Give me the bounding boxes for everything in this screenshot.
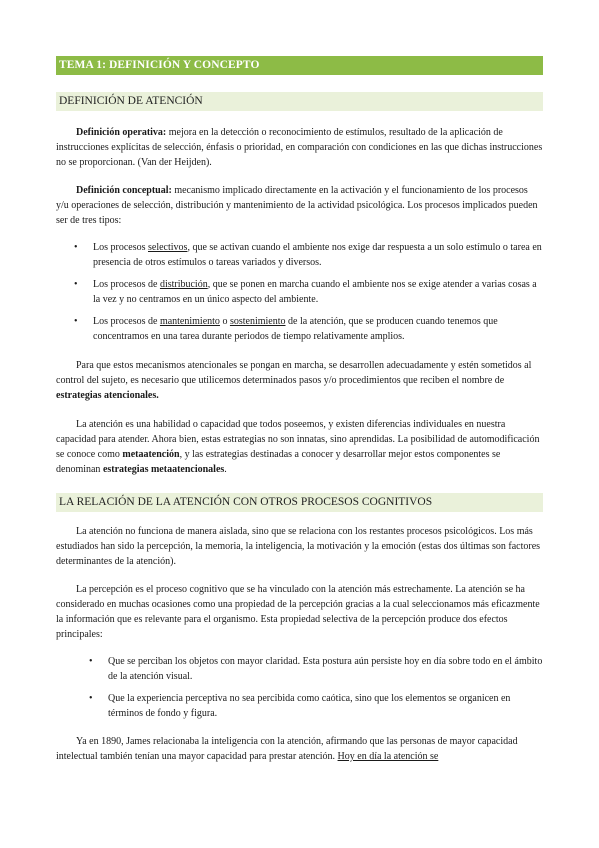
term-definicion-operativa: Definición operativa: [76, 127, 167, 138]
term-estrategias-metaatencionales: estrategias metaatencionales [102, 464, 225, 475]
process-types-list [56, 240, 543, 344]
paragraph-text: mecanismo implicado directamente en la activación y el funcionamiento de los procesos y/u operaciones de selección, distribución y mantenimiento de la actividad psicológica. Los procesos implicados pueden ser de tres tipos: [56, 185, 538, 226]
chapter-title: TEMA 1: DEFINICIÓN Y CONCEPTO [56, 56, 543, 75]
underlined-term: selectivos [148, 242, 188, 253]
bullet-icon: • [74, 279, 78, 290]
list-item: • Que se perciban los objetos con mayor claridad. Esta postura aún persiste hoy en día sobre todo en el ámbito de la atención visual. [89, 656, 543, 682]
bullet-icon: • [89, 693, 93, 704]
underlined-term: distribución [159, 279, 208, 290]
paragraph-relacion-procesos: La atención no funciona de manera aislada, sino que se relaciona con los restantes procesos psicológicos. Los más estudiados han sido la percepción, la memoria, la inteligencia, la motivación y la emoción (estas dos últimas son factores determinantes de la atención). [56, 526, 541, 567]
document-page [56, 56, 543, 764]
paragraph-james: Ya en 1890, James relacionaba la inteligencia con la atención, afirmando que las personas de mayor capacidad intelectual también tenían una mayor capacidad para prestar atención. Hoy en día la atención se [56, 736, 518, 762]
paragraph-metaatencion: La atención es una habilidad o capacidad que todos poseemos, y existen diferencias individuales en nuestra capacidad para atender. Ahora bien, estas estrategias no son innatas, sino aprendidas. La posibilidad de automodificación se conoce como metaatención, y las estrategias destinadas a conocer y desarrollar mejor estos componentes se denominan estrategias metaatencionales. [56, 419, 540, 475]
list-item: • Que la experiencia perceptiva no sea percibida como caótica, sino que los elementos se organicen en términos de fondo y figura. [89, 693, 511, 719]
term-definicion-conceptual: Definición conceptual: [76, 185, 172, 196]
effects-list [56, 654, 543, 721]
section-heading-relacion: LA RELACIÓN DE LA ATENCIÓN CON OTROS PROCESOS COGNITIVOS [56, 493, 543, 512]
list-item: • Los procesos selectivos, que se activan cuando el ambiente nos exige dar respuesta a un solo estímulo o tarea en presencia de otros estímulos o tareas variados y diversos. [74, 242, 542, 268]
bullet-icon: • [74, 316, 78, 327]
paragraph-definicion-conceptual [56, 183, 543, 228]
underlined-term: sostenimiento [229, 316, 286, 327]
paragraph-percepcion: La percepción es el proceso cognitivo que se ha vinculado con la atención más estrechamente. La atención se ha considerado en muchas ocasiones como una propiedad de la percepción gracias a la cual seleccionamos más eficazmente la información que es relevante para el organismo. Esta propiedad selectiva de la percepción produce dos efectos principales: [56, 584, 540, 640]
paragraph-estrategias: Para que estos mecanismos atencionales se pongan en marcha, se desarrollen adecuadamente y estén sometidos al control del sujeto, es necesario que utilicemos determinados pasos y/o procedimientos que reciben el nombre de estrategias atencionales. [56, 360, 532, 401]
paragraph-definicion-operativa [56, 125, 543, 170]
term-metaatencion: metaatención [122, 449, 180, 460]
underlined-text: Hoy en día la atención se [337, 751, 439, 762]
list-item: • Los procesos de mantenimiento o sostenimiento de la atención, que se producen cuando tenemos que concentramos en una tarea durante periodos de tiempo relativamente amplios. [74, 316, 498, 342]
bullet-icon: • [74, 242, 78, 253]
paragraph-text: mejora en la detección o reconocimiento de estímulos, resultado de la aplicación de instrucciones explícitas de selección, énfasis o prioridad, en comparación con condiciones en las que dichas instrucciones no se proporcionan. (Van der Heijden). [56, 127, 543, 168]
section-heading-definicion: DEFINICIÓN DE ATENCIÓN [56, 92, 543, 111]
bullet-icon: • [89, 656, 93, 667]
term-estrategias-atencionales: estrategias atencionales. [56, 390, 159, 401]
underlined-term: mantenimiento [159, 316, 220, 327]
list-item: • Los procesos de distribución, que se ponen en marcha cuando el ambiente nos se exige atender a varias cosas a la vez y no centramos en un único aspecto del ambiente. [74, 279, 537, 305]
